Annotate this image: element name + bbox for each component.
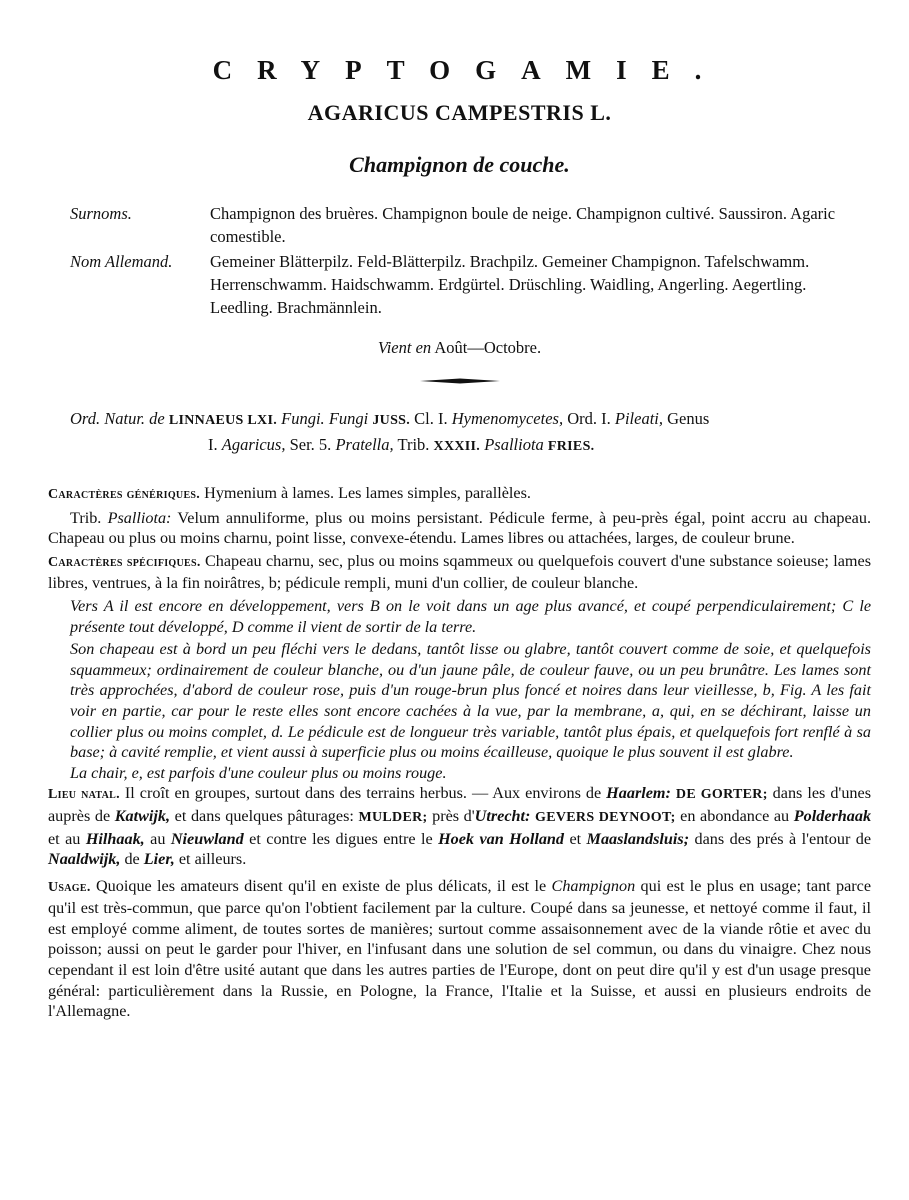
author-gevers: GEVERS DEYNOOT; [535, 809, 676, 825]
page-title: CRYPTOGAMIE. [212, 55, 727, 85]
habitat-text-1: Il croît en groupes, surtout dans des terrains herbus. — Aux environs de [124, 784, 602, 803]
specific-characters-label: Caractères spécifiques. [48, 554, 201, 570]
tribe-para-text: Velum annuliforme, plus ou moins persistant. Pédicule ferme, à peu-près égal, point accru au chapeau. Chapeau ou plus ou moins charnu, point lisse, convexe-étendu. Lames libres ou attachées, larges, de couleur brune. [48, 508, 871, 548]
pratella: Pratella, [335, 435, 394, 454]
tribe-label: Trib. [397, 435, 430, 454]
usage-paragraph [48, 876, 871, 1022]
german-names-text: Gemeiner Blätterpilz. Feld-Blätterpilz. Brachpilz. Gemeiner Champignon. Tafelschwamm. Herrenschwamm. Haidschwamm. Erdgürtel. Drüschling. Waidling, Angerling. Aegertling. Leedling. Brachmännlein. [210, 252, 810, 317]
tribe-number: XXXII. [433, 439, 481, 454]
usage-text-1: Quoique les amateurs disent qu'il en existe de plus délicats, il est le [95, 876, 547, 895]
season-months: Août—Octobre. [434, 338, 542, 357]
juss-ref: JUSS. [372, 413, 411, 428]
tribe-para-label: Trib. [70, 508, 102, 527]
place-haarlem: Haarlem: [606, 784, 671, 803]
habitat-text-9: et [569, 829, 582, 848]
habitat-text-4: près d' [432, 806, 475, 825]
genus-label: Genus [667, 409, 710, 428]
habitat-text-2: dans les d'unes auprès de [48, 784, 872, 825]
linnaeus-ref: LINNAEUS LXI. [168, 413, 278, 428]
fries-ref: FRIES. [547, 439, 595, 454]
usage-label: Usage. [48, 879, 91, 895]
specific-characters-text: Chapeau charnu, sec, plus ou moins sqammeux ou quelquefois couvert d'une substance soieuse; lames libres, ventrues, à la fin noirâtres, b; pédicule rempli, muni d'un collier, de couleur blanche. [48, 551, 871, 593]
common-name: Champignon de couche. [349, 152, 570, 177]
habitat-text-7: au [150, 829, 166, 848]
hymenomycetes: Hymenomycetes, [451, 409, 564, 428]
german-names-row [48, 250, 871, 319]
order-label: Ord. I. [567, 409, 611, 428]
habitat-text-3: et dans quelques pâturages: [174, 806, 354, 825]
tribe-para-name: Psalliota: [107, 508, 172, 527]
place-nieuwland: Nieuwland [170, 829, 244, 848]
classification-block [48, 407, 871, 459]
place-lier: Lier, [143, 850, 175, 869]
season-line [48, 337, 871, 359]
specific-characters-paragraph [48, 551, 871, 594]
habitat-paragraph [48, 783, 871, 869]
habitat-text-8: et contre les digues entre le [249, 829, 433, 848]
place-polderhaak: Polderhaak [793, 806, 872, 825]
fungi-2: Fungi [328, 409, 369, 428]
habitat-text-5: en abondance au [680, 806, 790, 825]
author-mulder: MULDER; [358, 809, 428, 825]
ornament-divider [48, 377, 871, 385]
fungi-1: Fungi. [281, 409, 325, 428]
place-naaldwijk: Naaldwijk, [48, 850, 121, 869]
place-hoek-van-holland: Hoek van Holland [438, 829, 565, 848]
synonyms-label: Surnoms. [70, 204, 132, 223]
usage-text-2: qui est le plus en usage; tant parce qu'il est très-commun, que parce qu'on l'obtient facilement par la culture. Coupé dans sa jeunesse, et nettoyé comme il faut, il est employé comme aliment, de toutes sortes de manières; surtout comme assaisonnement avec de la viande rôtie et avec du poisson; aussi on peut le garder pour l'hiver, en l'infusant dans une solution de sel commun, ou dans du vinaigre. Chez nous cependant il est loin d'être usité autant que dans les autres parties de l'Europe, dont on peut dire qu'il y est d'un usage presque général: particulièrement dans la Russie, en Pologne, la France, l'Italie et la Suisse, et aussi en plusieurs endroits de l'Allemagne. [48, 876, 872, 1021]
cap-description-paragraph: Son chapeau est à bord un peu fléchi vers le dedans, tantôt lisse ou glabre, tantôt couvert comme de soie, et quelquefois squammeux; ordinairement de couleur blanche, ou d'un jaune pâle, de couleur fauve, ou un peu brunâtre. Les lames sont très approchées, d'abord de couleur rose, puis d'un rouge-brun plus foncé et noires dans leur vieillesse, b, Fig. A les fait voir en partie, car pour le reste elles sont encore cachées à la vue, par la membrane, a, qui, en se déchirant, laisse un collier plus ou moins complet, d. Le pédicule est de longueur très variable, tantôt plus épais, et quelquefois fort renflé à sa base; à cavité remplie, et vient aussi à superficie plus ou moins écailleuse, quoique le plus souvent il est glabre. [70, 640, 871, 762]
generic-characters-paragraph [48, 483, 871, 506]
agaricus: Agaricus, [221, 435, 286, 454]
classification-line-2 [70, 433, 871, 459]
habitat-text-12: et ailleurs. [178, 850, 247, 869]
author-gorter: DE GORTER; [675, 787, 768, 803]
habitat-label: Lieu natal. [48, 787, 120, 803]
german-names-label: Nom Allemand. [70, 252, 173, 271]
synonyms-text: Champignon des bruères. Champignon boule de neige. Champignon cultivé. Saussiron. Agaric comestible. [210, 204, 836, 246]
classification-line-1 [70, 407, 871, 433]
tribe-paragraph [48, 508, 871, 549]
habitat-text-6: et au [48, 829, 81, 848]
usage-champignon: Champignon [551, 876, 636, 895]
place-maaslandsluis: Maaslandsluis; [586, 829, 690, 848]
species-name: AGARICUS CAMPESTRIS L. [307, 100, 612, 125]
synonyms-row [48, 202, 871, 248]
divider-rule-icon [420, 377, 500, 385]
pileati: Pileati, [614, 409, 663, 428]
series-label: Ser. 5. [289, 435, 332, 454]
season-prefix: Vient en [377, 338, 432, 357]
generic-characters-label: Caractères génériques. [48, 487, 201, 502]
habitat-text-11: de [124, 850, 140, 869]
genus-number: I. [208, 435, 218, 454]
flesh-paragraph: La chair, e, est parfois d'une couleur plus ou moins rouge. [70, 763, 447, 782]
generic-characters-text: Hymenium à lames. Les lames simples, parallèles. [204, 484, 531, 502]
place-hilhaak: Hilhaak, [85, 829, 145, 848]
habitat-text-10: dans des prés à l'entour de [694, 829, 872, 848]
place-katwijk: Katwijk, [114, 806, 171, 825]
class-label: Cl. I. [414, 409, 448, 428]
figure-description-paragraph: Vers A il est encore en développement, vers B on le voit dans un age plus avancé, et coupé perpendiculairement; C le présente tout développé, D comme il vient de sortir de la terre. [70, 596, 871, 636]
place-utrecht: Utrecht: [474, 806, 531, 825]
psalliota: Psalliota [484, 435, 544, 454]
ord-natur-label: Ord. Natur. de [70, 409, 165, 428]
